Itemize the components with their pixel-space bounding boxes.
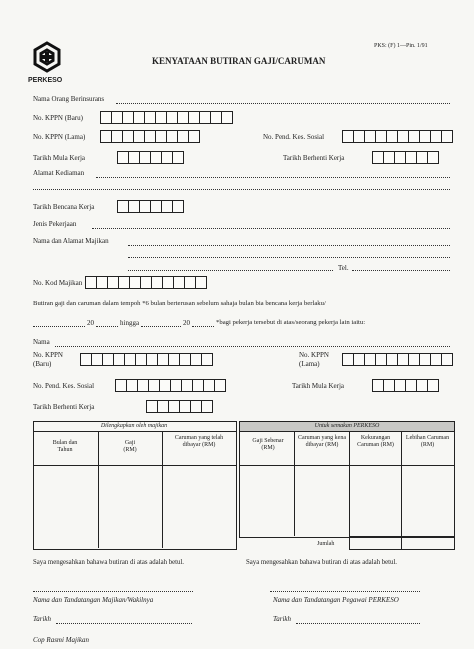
form-code: PKS: (F) 1—Pin. 1/91 xyxy=(374,43,428,49)
tarikh-mula-kerja-boxes[interactable] xyxy=(117,151,183,164)
sign-right-line[interactable] xyxy=(270,591,420,592)
label-w2-tarikh-berhenti-kerja: Tarikh Berhenti Kerja xyxy=(33,403,95,411)
logo-text: PERKESO xyxy=(28,77,63,84)
tempoh-end-year-line[interactable] xyxy=(192,326,214,327)
majikan-line-2[interactable] xyxy=(128,257,450,258)
cop-label: Cop Rasmi Majikan xyxy=(33,636,89,644)
label-tarikh-berhenti-kerja: Tarikh Berhenti Kerja xyxy=(283,154,345,162)
majikan-line-3[interactable] xyxy=(128,270,333,271)
label-w2-pend-kes-sosial: No. Pend. Kes. Sosial xyxy=(33,382,95,390)
statement-line-1: Butiran gaji dan caruman dalam tempoh *6 bulan berterusan sebelum sahaja bulan bia bencana kerja berlaku/ xyxy=(33,300,326,307)
perkeso-logo xyxy=(30,40,64,74)
label-tarikh-bencana-kerja: Tarikh Bencana Kerja xyxy=(33,203,95,211)
statement-hingga: hingga xyxy=(120,319,140,327)
tarikh-berhenti-kerja-boxes[interactable] xyxy=(372,151,438,164)
kppn-lama-boxes[interactable] xyxy=(100,130,199,143)
label-kppn-lama: No. KPPN (Lama) xyxy=(33,133,86,141)
label-tel: Tel. xyxy=(338,264,349,272)
nama-orang-line[interactable] xyxy=(116,103,450,104)
tarikh-left-line[interactable] xyxy=(56,623,192,624)
tempoh-end-line[interactable] xyxy=(141,326,181,327)
alamat-line-2[interactable] xyxy=(33,189,450,190)
w2-kppn-baru-boxes[interactable] xyxy=(80,353,212,366)
nama-worker2-line[interactable] xyxy=(55,346,450,347)
label-tarikh-mula-kerja: Tarikh Mula Kerja xyxy=(33,154,85,162)
w2-pend-kes-sosial-boxes[interactable] xyxy=(115,379,225,392)
col-gaji-sebenar: Gaji Sebenar (RM) xyxy=(252,438,284,451)
col-gaji: Gaji (RM) xyxy=(123,440,137,453)
form-title: KENYATAAN BUTIRAN GAJI/CARUMAN xyxy=(152,56,326,66)
col-caruman-dibayar: Caruman yang telah dibayar (RM) xyxy=(174,435,224,448)
col-bulan-tahun: Bulan dan Tahun xyxy=(52,440,78,453)
col-caruman-kena-dibayar: Caruman yang kena dibayar (RM) xyxy=(298,435,346,448)
confirm-right: Saya mengesahkan bahawa butiran di atas adalah betul. xyxy=(246,559,397,566)
label-w2-kppn-baru-b: (Baru) xyxy=(33,360,52,368)
w2-tarikh-berhenti-kerja-boxes[interactable] xyxy=(146,400,212,413)
label-nama-orang: Nama Orang Berinsurans xyxy=(33,95,105,103)
statement-year-a: 20 xyxy=(87,319,94,327)
label-alamat-kediaman: Alamat Kediaman xyxy=(33,169,85,177)
sign-left-label: Nama dan Tandatangan Majikan/Wakilnya xyxy=(33,596,154,604)
confirm-left: Saya mengesahkan bahawa butiran di atas adalah betul. xyxy=(33,559,184,566)
statement-year-b: 20 xyxy=(183,319,190,327)
label-kppn-baru: No. KPPN (Baru) xyxy=(33,114,83,122)
label-nama-alamat-majikan: Nama dan Alamat Majikan xyxy=(33,237,109,245)
col-kekurangan-caruman: Kekurangan Caruman (RM) xyxy=(357,435,394,448)
pend-kes-sosial-boxes[interactable] xyxy=(342,130,452,143)
tarikh-right-line[interactable] xyxy=(296,623,420,624)
label-nama-worker2: Nama xyxy=(33,338,50,346)
label-pend-kes-sosial: No. Pend. Kes. Sosial xyxy=(263,133,325,141)
perkeso-table-caption: Untuk semakan PERKESO xyxy=(314,423,380,429)
majikan-line-1[interactable] xyxy=(128,245,450,246)
sign-left-line[interactable] xyxy=(33,591,193,592)
label-w2-tarikh-mula-kerja: Tarikh Mula Kerja xyxy=(292,382,344,390)
tarikh-left-label: Tarikh xyxy=(33,615,52,623)
jenis-pekerjaan-line[interactable] xyxy=(92,228,450,229)
tempoh-start-year-line[interactable] xyxy=(96,326,118,327)
label-jumlah: Jumlah xyxy=(317,541,335,547)
tempoh-start-line[interactable] xyxy=(33,326,85,327)
statement-rest: *bagi pekerja tersebut di atas/seorang pekerja lain iaitu: xyxy=(216,319,366,326)
col-lebihan-caruman: Lebihan Caruman (RM) xyxy=(405,435,450,448)
tel-line[interactable] xyxy=(352,270,450,271)
w2-kppn-lama-boxes[interactable] xyxy=(342,353,452,366)
kod-majikan-boxes[interactable] xyxy=(85,276,206,289)
employer-table-caption: Dilengkapkan oleh majikan xyxy=(100,423,168,429)
label-jenis-pekerjaan: Jenis Pekerjaan xyxy=(33,220,77,228)
alamat-line-1[interactable] xyxy=(96,177,450,178)
tarikh-right-label: Tarikh xyxy=(273,615,292,623)
tarikh-bencana-kerja-boxes[interactable] xyxy=(117,200,183,213)
kppn-baru-boxes[interactable] xyxy=(100,111,232,124)
jumlah-box xyxy=(349,536,455,550)
sign-right-label: Nama dan Tandatangan Pegawai PERKESO xyxy=(273,596,399,604)
w2-tarikh-mula-kerja-boxes[interactable] xyxy=(372,379,438,392)
label-w2-kppn-lama-a: No. KPPN xyxy=(299,351,329,359)
label-w2-kppn-baru-a: No. KPPN xyxy=(33,351,63,359)
label-kod-majikan: No. Kod Majikan xyxy=(33,279,83,287)
label-w2-kppn-lama-b: (Lama) xyxy=(299,360,320,368)
